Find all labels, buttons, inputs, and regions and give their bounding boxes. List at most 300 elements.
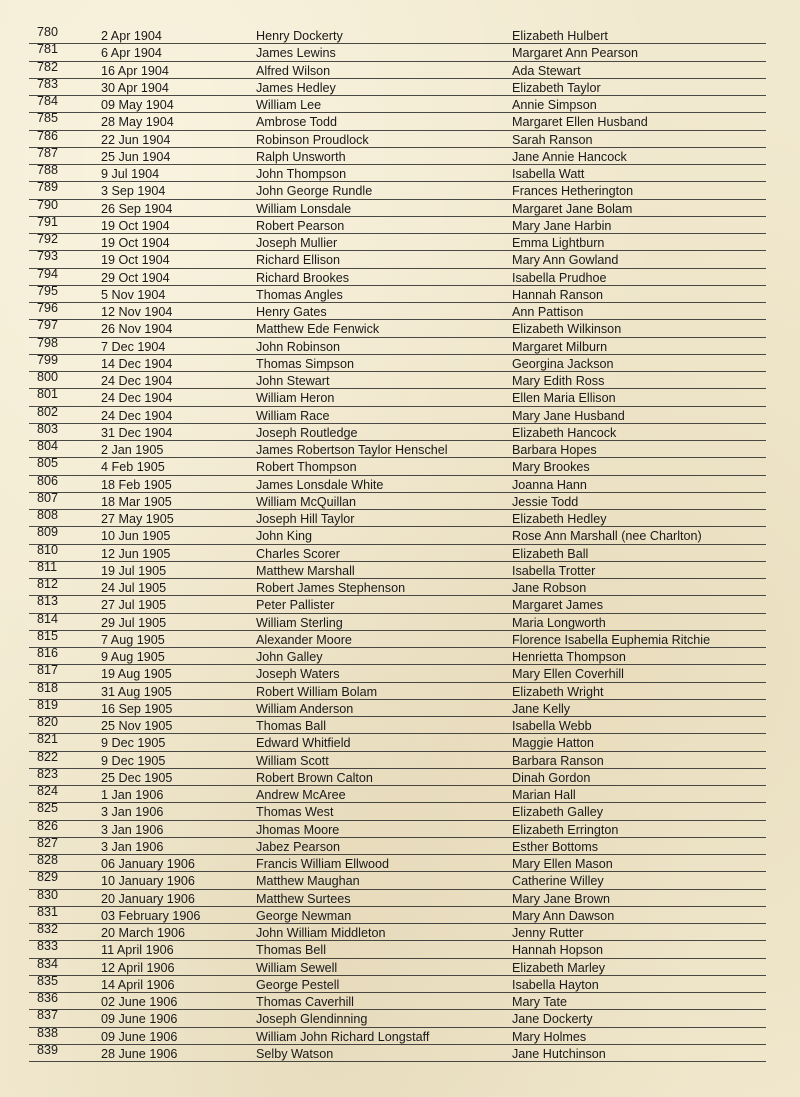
groom-name: James Lewins <box>256 46 336 61</box>
table-row <box>0 697 800 718</box>
entry-number: 789 <box>37 180 59 195</box>
groom-name: Thomas Caverhill <box>256 995 354 1009</box>
entry-number: 814 <box>37 611 59 626</box>
bride-name: Elizabeth Galley <box>512 805 604 820</box>
table-row <box>0 1008 800 1028</box>
table-row <box>0 628 800 649</box>
bride-name: Elizabeth Wright <box>512 684 604 699</box>
marriage-date: 29 Jul 1905 <box>101 615 167 630</box>
bride-name: Mary Ann Gowland <box>512 253 619 268</box>
table-row <box>0 352 800 373</box>
bride-name: Elizabeth Hancock <box>512 425 617 440</box>
table-row <box>0 456 800 476</box>
groom-name: William Sewell <box>256 960 338 975</box>
marriage-date: 3 Jan 1906 <box>101 822 164 837</box>
groom-name: Joseph Routledge <box>256 425 358 440</box>
groom-name: Joseph Mullier <box>256 236 338 250</box>
table-row <box>0 801 800 821</box>
table-row <box>0 870 800 890</box>
entry-number: 781 <box>37 42 59 57</box>
groom-name: Ambrose Todd <box>256 115 337 130</box>
bride-name: Rose Ann Marshall (nee Charlton) <box>512 529 702 544</box>
bride-name: Elizabeth Taylor <box>512 80 601 95</box>
groom-name: John Thompson <box>256 167 347 181</box>
groom-name: Ralph Unsworth <box>256 149 346 164</box>
marriage-date: 2 Apr 1904 <box>101 29 162 43</box>
entry-number: 831 <box>37 904 59 919</box>
table-row <box>0 473 800 494</box>
bride-name: Esther Bottoms <box>512 839 599 854</box>
bride-name: Henrietta Thompson <box>512 650 626 664</box>
table-row <box>0 128 800 149</box>
marriage-date: 6 Apr 1904 <box>101 46 162 61</box>
bride-name: Jane Hutchinson <box>512 1046 606 1061</box>
bride-name: Emma Lightburn <box>512 236 605 250</box>
groom-name: George Pestell <box>256 977 340 992</box>
groom-name: Matthew Ede Fenwick <box>256 322 380 337</box>
table-row <box>0 991 800 1011</box>
marriage-date: 1 Jan 1906 <box>101 788 164 802</box>
marriage-date: 16 Sep 1905 <box>101 701 173 716</box>
groom-name: Robert Thompson <box>256 460 357 475</box>
entry-number: 830 <box>37 887 59 902</box>
marriage-date: 20 January 1906 <box>101 891 195 906</box>
groom-name: James Hedley <box>256 80 336 95</box>
bride-name: Barbara Hopes <box>512 443 597 457</box>
entry-number: 821 <box>37 732 59 747</box>
table-row <box>0 490 800 511</box>
entry-number: 792 <box>37 232 59 246</box>
entry-number: 794 <box>37 266 59 281</box>
groom-name: Charles Scorer <box>256 546 340 561</box>
table-row <box>0 318 800 338</box>
entry-number: 817 <box>37 663 59 678</box>
groom-name: John William Middleton <box>256 926 386 940</box>
entry-number: 838 <box>37 1025 59 1040</box>
entry-number: 824 <box>37 784 59 798</box>
table-row <box>0 887 800 908</box>
entry-number: 807 <box>37 490 59 505</box>
bride-name: Florence Isabella Euphemia Ritchie <box>512 632 711 647</box>
marriage-date: 28 June 1906 <box>101 1046 178 1061</box>
bride-name: Elizabeth Errington <box>512 822 619 837</box>
entry-number: 802 <box>37 404 59 419</box>
bride-name: Isabella Webb <box>512 719 592 733</box>
groom-name: Joseph Glendinning <box>256 1012 368 1027</box>
entry-number: 834 <box>37 956 59 971</box>
entry-number: 790 <box>37 197 59 212</box>
entry-number: 780 <box>37 25 59 39</box>
table-row <box>0 818 800 839</box>
bride-name: Mary Ann Dawson <box>512 908 615 923</box>
groom-name: Thomas Bell <box>256 943 326 958</box>
table-row <box>0 577 800 597</box>
entry-number: 837 <box>37 1008 59 1023</box>
marriage-date: 25 Dec 1905 <box>101 770 173 785</box>
table-row <box>0 421 800 442</box>
entry-number: 803 <box>37 421 59 436</box>
table-row <box>0 508 800 528</box>
table-row <box>0 715 800 735</box>
groom-name: Alexander Moore <box>256 632 352 647</box>
groom-name: Matthew Surtees <box>256 891 351 906</box>
table-row <box>0 525 800 545</box>
bride-name: Frances Hetherington <box>512 184 634 199</box>
table-row <box>0 439 800 459</box>
table-row <box>0 766 800 787</box>
marriage-date: 18 Feb 1905 <box>101 477 172 492</box>
bride-name: Dinah Gordon <box>512 770 591 785</box>
table-row <box>0 94 800 114</box>
entry-number: 833 <box>37 939 59 954</box>
bride-name: Barbara Ranson <box>512 753 604 768</box>
groom-name: Henry Dockerty <box>256 29 343 43</box>
bride-name: Mary Brookes <box>512 460 590 475</box>
marriage-date: 5 Nov 1904 <box>101 287 166 302</box>
bride-name: Maggie Hatton <box>512 736 594 751</box>
table-row <box>0 249 800 269</box>
bride-name: Jenny Rutter <box>512 926 584 940</box>
bride-name: Margaret Jane Bolam <box>512 201 633 216</box>
entry-number: 826 <box>37 818 59 833</box>
marriage-date: 22 Jun 1904 <box>101 132 171 147</box>
table-row <box>0 370 800 390</box>
bride-name: Elizabeth Wilkinson <box>512 322 622 337</box>
bride-name: Mary Tate <box>512 995 568 1009</box>
entry-number: 813 <box>37 594 59 609</box>
groom-name: Alfred Wilson <box>256 63 331 78</box>
entry-number: 816 <box>37 646 59 660</box>
groom-name: John Galley <box>256 650 323 664</box>
table-row <box>0 335 800 356</box>
bride-name: Joanna Hann <box>512 477 587 492</box>
entry-number: 818 <box>37 680 59 695</box>
marriage-date: 14 April 1906 <box>101 977 175 992</box>
bride-name: Elizabeth Ball <box>512 546 589 561</box>
bride-name: Jessie Todd <box>512 494 579 509</box>
entry-number: 828 <box>37 853 59 867</box>
groom-name: William Lonsdale <box>256 201 352 216</box>
bride-name: Georgina Jackson <box>512 356 614 371</box>
groom-name: Joseph Hill Taylor <box>256 512 355 526</box>
groom-name: William Race <box>256 408 330 423</box>
table-row <box>0 542 800 563</box>
entry-number: 811 <box>37 559 58 574</box>
groom-name: William Scott <box>256 753 329 768</box>
bride-name: Mary Ellen Coverhill <box>512 667 624 682</box>
marriage-date: 26 Sep 1904 <box>101 201 173 216</box>
entry-number: 810 <box>37 542 59 557</box>
entry-number: 822 <box>37 749 59 764</box>
bride-name: Elizabeth Hulbert <box>512 29 608 43</box>
groom-name: Edward Whitfield <box>256 736 351 751</box>
table-row <box>0 387 800 407</box>
marriage-date: 29 Oct 1904 <box>101 270 170 285</box>
entry-number: 827 <box>37 835 59 850</box>
entry-number: 808 <box>37 508 59 522</box>
table-row <box>0 59 800 80</box>
entry-number: 798 <box>37 335 59 350</box>
bride-name: Margaret Ellen Husband <box>512 115 648 130</box>
groom-name: Thomas Ball <box>256 719 326 733</box>
bride-name: Elizabeth Marley <box>512 960 606 975</box>
groom-name: Robert Brown Calton <box>256 770 373 785</box>
marriage-date: 03 February 1906 <box>101 908 201 923</box>
groom-name: Robert Pearson <box>256 218 345 233</box>
marriage-date: 14 Dec 1904 <box>101 356 173 371</box>
bride-name: Margaret Milburn <box>512 339 608 354</box>
bride-name: Mary Edith Ross <box>512 374 605 388</box>
marriage-date: 9 Jul 1904 <box>101 167 160 181</box>
marriage-date: 9 Aug 1905 <box>101 650 165 664</box>
marriage-date: 3 Jan 1906 <box>101 839 164 854</box>
marriage-date: 25 Nov 1905 <box>101 719 173 733</box>
marriage-date: 11 April 1906 <box>101 943 174 958</box>
groom-name: Thomas Angles <box>256 287 343 302</box>
marriage-date: 09 June 1906 <box>101 1012 178 1027</box>
bride-name: Margaret James <box>512 598 603 613</box>
entry-number: 836 <box>37 991 59 1005</box>
bride-name: Mary Jane Harbin <box>512 218 612 233</box>
entry-number: 799 <box>37 352 59 367</box>
marriage-date: 31 Dec 1904 <box>101 425 173 440</box>
groom-name: William Lee <box>256 98 322 112</box>
groom-name: John King <box>256 529 313 544</box>
marriage-date: 18 Mar 1905 <box>101 494 172 509</box>
bride-name: Elizabeth Hedley <box>512 512 607 526</box>
marriage-date: 10 January 1906 <box>101 874 195 889</box>
bride-name: Mary Jane Brown <box>512 891 610 906</box>
entry-number: 835 <box>37 973 59 988</box>
bride-name: Mary Holmes <box>512 1029 587 1044</box>
groom-name: Andrew McAree <box>256 788 346 802</box>
table-row <box>0 1025 800 1046</box>
bride-name: Sarah Ranson <box>512 132 593 147</box>
bride-name: Mary Ellen Mason <box>512 857 613 871</box>
marriage-date: 2 Jan 1905 <box>101 443 164 457</box>
entry-number: 782 <box>37 59 59 74</box>
table-row <box>0 784 800 804</box>
entry-number: 785 <box>37 111 59 126</box>
table-row <box>0 404 800 425</box>
marriage-date: 02 June 1906 <box>101 995 178 1009</box>
groom-name: Jhomas Moore <box>256 822 340 837</box>
bride-name: Mary Jane Husband <box>512 408 625 423</box>
marriage-date: 16 Apr 1904 <box>101 63 169 78</box>
bride-name: Ellen Maria Ellison <box>512 391 616 406</box>
marriage-date: 09 June 1906 <box>101 1029 178 1044</box>
table-row <box>0 180 800 200</box>
marriage-date: 19 Jul 1905 <box>101 563 167 578</box>
groom-name: Richard Ellison <box>256 253 340 268</box>
bride-name: Maria Longworth <box>512 615 606 630</box>
bride-name: Isabella Prudhoe <box>512 270 607 285</box>
table-row <box>0 145 800 166</box>
groom-name: Richard Brookes <box>256 270 350 285</box>
table-row <box>0 835 800 856</box>
groom-name: William Anderson <box>256 701 354 716</box>
table-row <box>0 76 800 97</box>
bride-name: Catherine Willey <box>512 874 604 889</box>
table-row <box>0 1042 800 1063</box>
marriage-date: 19 Aug 1905 <box>101 667 172 682</box>
marriage-date: 12 Jun 1905 <box>101 546 171 561</box>
bride-name: Jane Kelly <box>512 701 571 716</box>
table-row <box>0 732 800 752</box>
groom-name: Henry Gates <box>256 305 327 319</box>
table-row <box>0 663 800 683</box>
entry-number: 800 <box>37 370 59 384</box>
marriage-date: 27 Jul 1905 <box>101 598 167 613</box>
marriage-date: 24 Dec 1904 <box>101 374 173 388</box>
entry-number: 829 <box>37 870 59 885</box>
entry-number: 832 <box>37 922 59 936</box>
entry-number: 797 <box>37 318 59 333</box>
marriage-date: 12 Nov 1904 <box>101 305 173 319</box>
groom-name: Peter Pallister <box>256 598 335 613</box>
marriage-date: 4 Feb 1905 <box>101 460 165 475</box>
groom-name: Thomas Simpson <box>256 356 354 371</box>
groom-name: William John Richard Longstaff <box>256 1029 430 1044</box>
table-row <box>0 904 800 925</box>
marriage-date: 24 Dec 1904 <box>101 391 173 406</box>
table-row <box>0 214 800 235</box>
table-row <box>0 163 800 183</box>
groom-name: Jabez Pearson <box>256 839 341 854</box>
marriage-date: 20 March 1906 <box>101 926 186 940</box>
bride-name: Jane Dockerty <box>512 1012 593 1027</box>
table-row <box>0 594 800 614</box>
groom-name: Selby Watson <box>256 1046 334 1061</box>
entry-number: 784 <box>37 94 59 108</box>
marriage-date: 06 January 1906 <box>101 857 195 871</box>
table-row <box>0 973 800 994</box>
bride-name: Annie Simpson <box>512 98 597 112</box>
entry-number: 791 <box>37 214 59 229</box>
marriage-date: 3 Sep 1904 <box>101 184 166 199</box>
table-row <box>0 939 800 959</box>
entry-number: 806 <box>37 473 59 488</box>
marriage-date: 19 Oct 1904 <box>101 253 170 268</box>
table-row <box>0 301 800 321</box>
groom-name: William Sterling <box>256 615 343 630</box>
marriage-date: 31 Aug 1905 <box>101 684 172 699</box>
groom-name: George Newman <box>256 908 352 923</box>
marriage-date: 30 Apr 1904 <box>101 80 169 95</box>
bride-name: Isabella Trotter <box>512 563 596 578</box>
entry-number: 809 <box>37 525 59 540</box>
bride-name: Isabella Watt <box>512 167 585 181</box>
entry-number: 823 <box>37 766 59 781</box>
entry-number: 839 <box>37 1042 59 1057</box>
bride-name: Hannah Ranson <box>512 287 604 302</box>
groom-name: Robert William Bolam <box>256 684 378 699</box>
table-row <box>0 680 800 701</box>
table-row <box>0 197 800 218</box>
entry-number: 787 <box>37 145 59 160</box>
entry-number: 788 <box>37 163 59 177</box>
entry-number: 796 <box>37 301 59 315</box>
marriage-date: 7 Aug 1905 <box>101 632 165 647</box>
entry-number: 815 <box>37 628 59 643</box>
table-row <box>0 611 800 632</box>
groom-name: John Stewart <box>256 374 330 388</box>
bride-name: Ann Pattison <box>512 305 584 319</box>
marriage-date: 12 April 1906 <box>101 960 175 975</box>
groom-name: John George Rundle <box>256 184 373 199</box>
marriage-date: 28 May 1904 <box>101 115 174 130</box>
groom-name: Joseph Waters <box>256 667 340 682</box>
marriage-date: 19 Oct 1904 <box>101 236 170 250</box>
groom-name: Matthew Marshall <box>256 563 355 578</box>
entry-number: 804 <box>37 439 59 453</box>
groom-name: Matthew Maughan <box>256 874 360 889</box>
entry-number: 820 <box>37 715 59 729</box>
groom-name: Robert James Stephenson <box>256 581 406 595</box>
marriage-date: 10 Jun 1905 <box>101 529 171 544</box>
marriage-date: 7 Dec 1904 <box>101 339 166 354</box>
bride-name: Ada Stewart <box>512 63 581 78</box>
table-row <box>0 232 800 252</box>
marriage-date: 25 Jun 1904 <box>101 149 171 164</box>
marriage-date: 27 May 1905 <box>101 512 174 526</box>
table-row <box>0 646 800 666</box>
entry-number: 783 <box>37 76 59 91</box>
marriage-date: 9 Dec 1905 <box>101 753 166 768</box>
marriage-date: 09 May 1904 <box>101 98 174 112</box>
bride-name: Marian Hall <box>512 788 576 802</box>
table-row <box>0 956 800 977</box>
groom-name: James Lonsdale White <box>256 477 384 492</box>
marriage-date: 26 Nov 1904 <box>101 322 173 337</box>
entry-number: 793 <box>37 249 59 264</box>
marriage-date: 24 Dec 1904 <box>101 408 173 423</box>
marriage-register-table <box>0 25 800 1063</box>
table-row <box>0 42 800 62</box>
entry-number: 819 <box>37 697 59 712</box>
groom-name: William McQuillan <box>256 494 357 509</box>
entry-number: 825 <box>37 801 59 816</box>
table-row <box>0 283 800 304</box>
groom-name: James Robertson Taylor Henschel <box>256 443 448 457</box>
entry-number: 795 <box>37 283 59 298</box>
entry-number: 801 <box>37 387 59 402</box>
table-row <box>0 25 800 45</box>
groom-name: Robinson Proudlock <box>256 132 369 147</box>
table-row <box>0 749 800 770</box>
entry-number: 805 <box>37 456 59 471</box>
table-row <box>0 559 800 580</box>
marriage-date: 9 Dec 1905 <box>101 736 166 751</box>
bride-name: Margaret Ann Pearson <box>512 46 639 61</box>
entry-number: 786 <box>37 128 59 143</box>
marriage-date: 19 Oct 1904 <box>101 218 170 233</box>
marriage-date: 3 Jan 1906 <box>101 805 164 820</box>
bride-name: Isabella Hayton <box>512 977 599 992</box>
table-row <box>0 853 800 873</box>
groom-name: Thomas West <box>256 805 334 820</box>
bride-name: Jane Robson <box>512 581 587 595</box>
marriage-date: 24 Jul 1905 <box>101 581 167 595</box>
table-row <box>0 266 800 287</box>
bride-name: Hannah Hopson <box>512 943 604 958</box>
entry-number: 812 <box>37 577 59 591</box>
groom-name: John Robinson <box>256 339 341 354</box>
table-row <box>0 111 800 131</box>
bride-name: Jane Annie Hancock <box>512 149 627 164</box>
table-row <box>0 922 800 942</box>
groom-name: William Heron <box>256 391 335 406</box>
